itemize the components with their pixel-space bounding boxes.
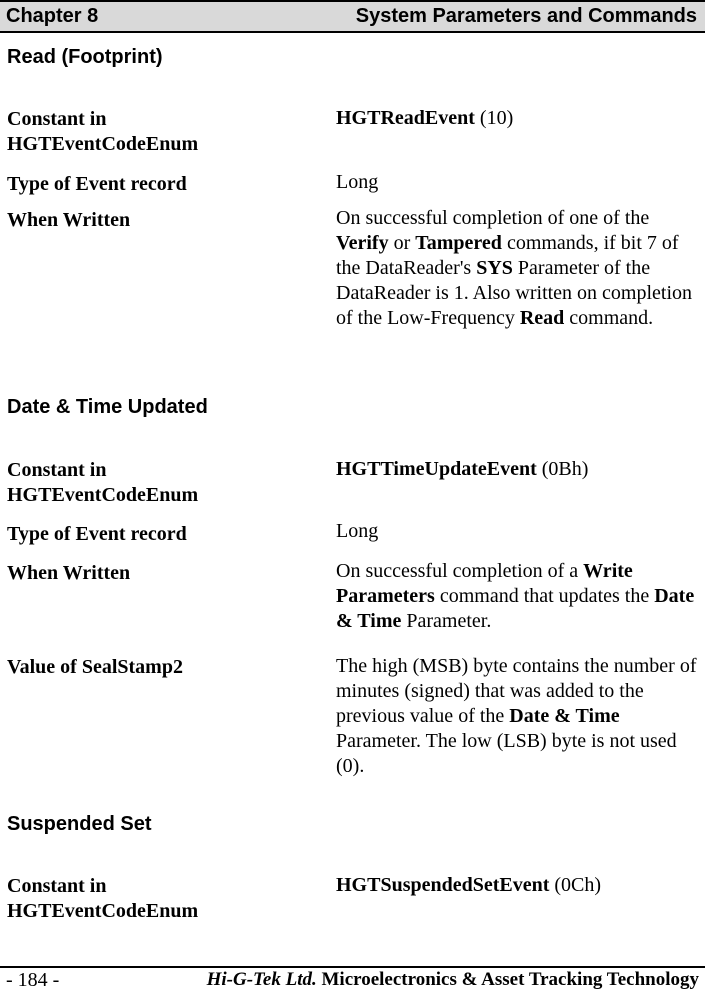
text-run: command that updates the: [434, 585, 655, 607]
bold-run: Tampered: [415, 232, 502, 254]
bold-run: SYS: [476, 257, 513, 279]
written-value: [336, 559, 704, 634]
type-label: Type of Event record: [7, 523, 187, 545]
section-heading-date-time: Date & Time Updated: [7, 396, 208, 418]
text-run: Parameter of the DataReader is 1. Also written on completion of the Low-Frequency: [336, 257, 693, 329]
bold-run: Write Parameters: [336, 560, 633, 607]
sealstamp-label: Value of SealStamp2: [7, 656, 183, 678]
constant-name: HGTTimeUpdateEvent: [336, 458, 537, 480]
text-run: Parameter.: [401, 610, 492, 632]
constant-name: HGTSuspendedSetEvent: [336, 874, 550, 896]
constant-label: Constant in HGTEventCodeEnum: [7, 108, 199, 155]
sealstamp-value: [336, 654, 704, 779]
footer-company: [207, 969, 699, 991]
company-tagline: Microelectronics & Asset Tracking Technology: [316, 969, 699, 990]
constant-code: (10): [474, 107, 514, 129]
written-label: When Written: [7, 209, 131, 231]
text-run: On successful completion of a: [336, 560, 584, 582]
chapter-label: Chapter 8: [6, 5, 99, 27]
type-value: Long: [336, 520, 379, 542]
text-run: On successful completion of one of the: [336, 207, 650, 229]
type-value: Long: [336, 171, 379, 193]
bold-run: Date & Time: [509, 705, 620, 727]
text-run: The high (MSB) byte contains the number of minutes (signed) that was added to the previous value of the: [336, 655, 697, 727]
section-heading-suspended-set: Suspended Set: [7, 813, 152, 835]
chapter-title: System Parameters and Commands: [355, 5, 697, 27]
constant-value: [336, 873, 704, 898]
constant-value: [336, 457, 704, 482]
constant-name: HGTReadEvent: [336, 107, 475, 129]
page-header: [0, 0, 705, 33]
constant-label: Constant in HGTEventCodeEnum: [7, 875, 199, 922]
text-run: command.: [564, 307, 654, 329]
header-top-rule: [0, 0, 705, 2]
company-name: Hi-G-Tek Ltd.: [206, 969, 317, 990]
text-run: Parameter. The low (LSB) byte is not used (0).: [336, 730, 677, 777]
type-label: Type of Event record: [7, 173, 187, 195]
text-run: or: [388, 232, 416, 254]
written-label: When Written: [7, 562, 131, 584]
bold-run: Date & Time: [336, 585, 695, 632]
constant-code: (0Ch): [549, 874, 602, 896]
header-bottom-rule: [0, 31, 705, 33]
constant-value: [336, 106, 704, 131]
section-heading-read: Read (Footprint): [7, 46, 163, 68]
page-number: - 184 -: [6, 969, 60, 991]
bold-run: Read: [519, 307, 565, 329]
text-run: commands, if bit 7 of the DataReader's: [336, 232, 679, 279]
constant-label: Constant in HGTEventCodeEnum: [7, 459, 199, 506]
constant-code: (0Bh): [536, 458, 589, 480]
bold-run: Verify: [336, 232, 389, 254]
footer-rule: [0, 966, 705, 968]
written-value: [336, 206, 704, 331]
